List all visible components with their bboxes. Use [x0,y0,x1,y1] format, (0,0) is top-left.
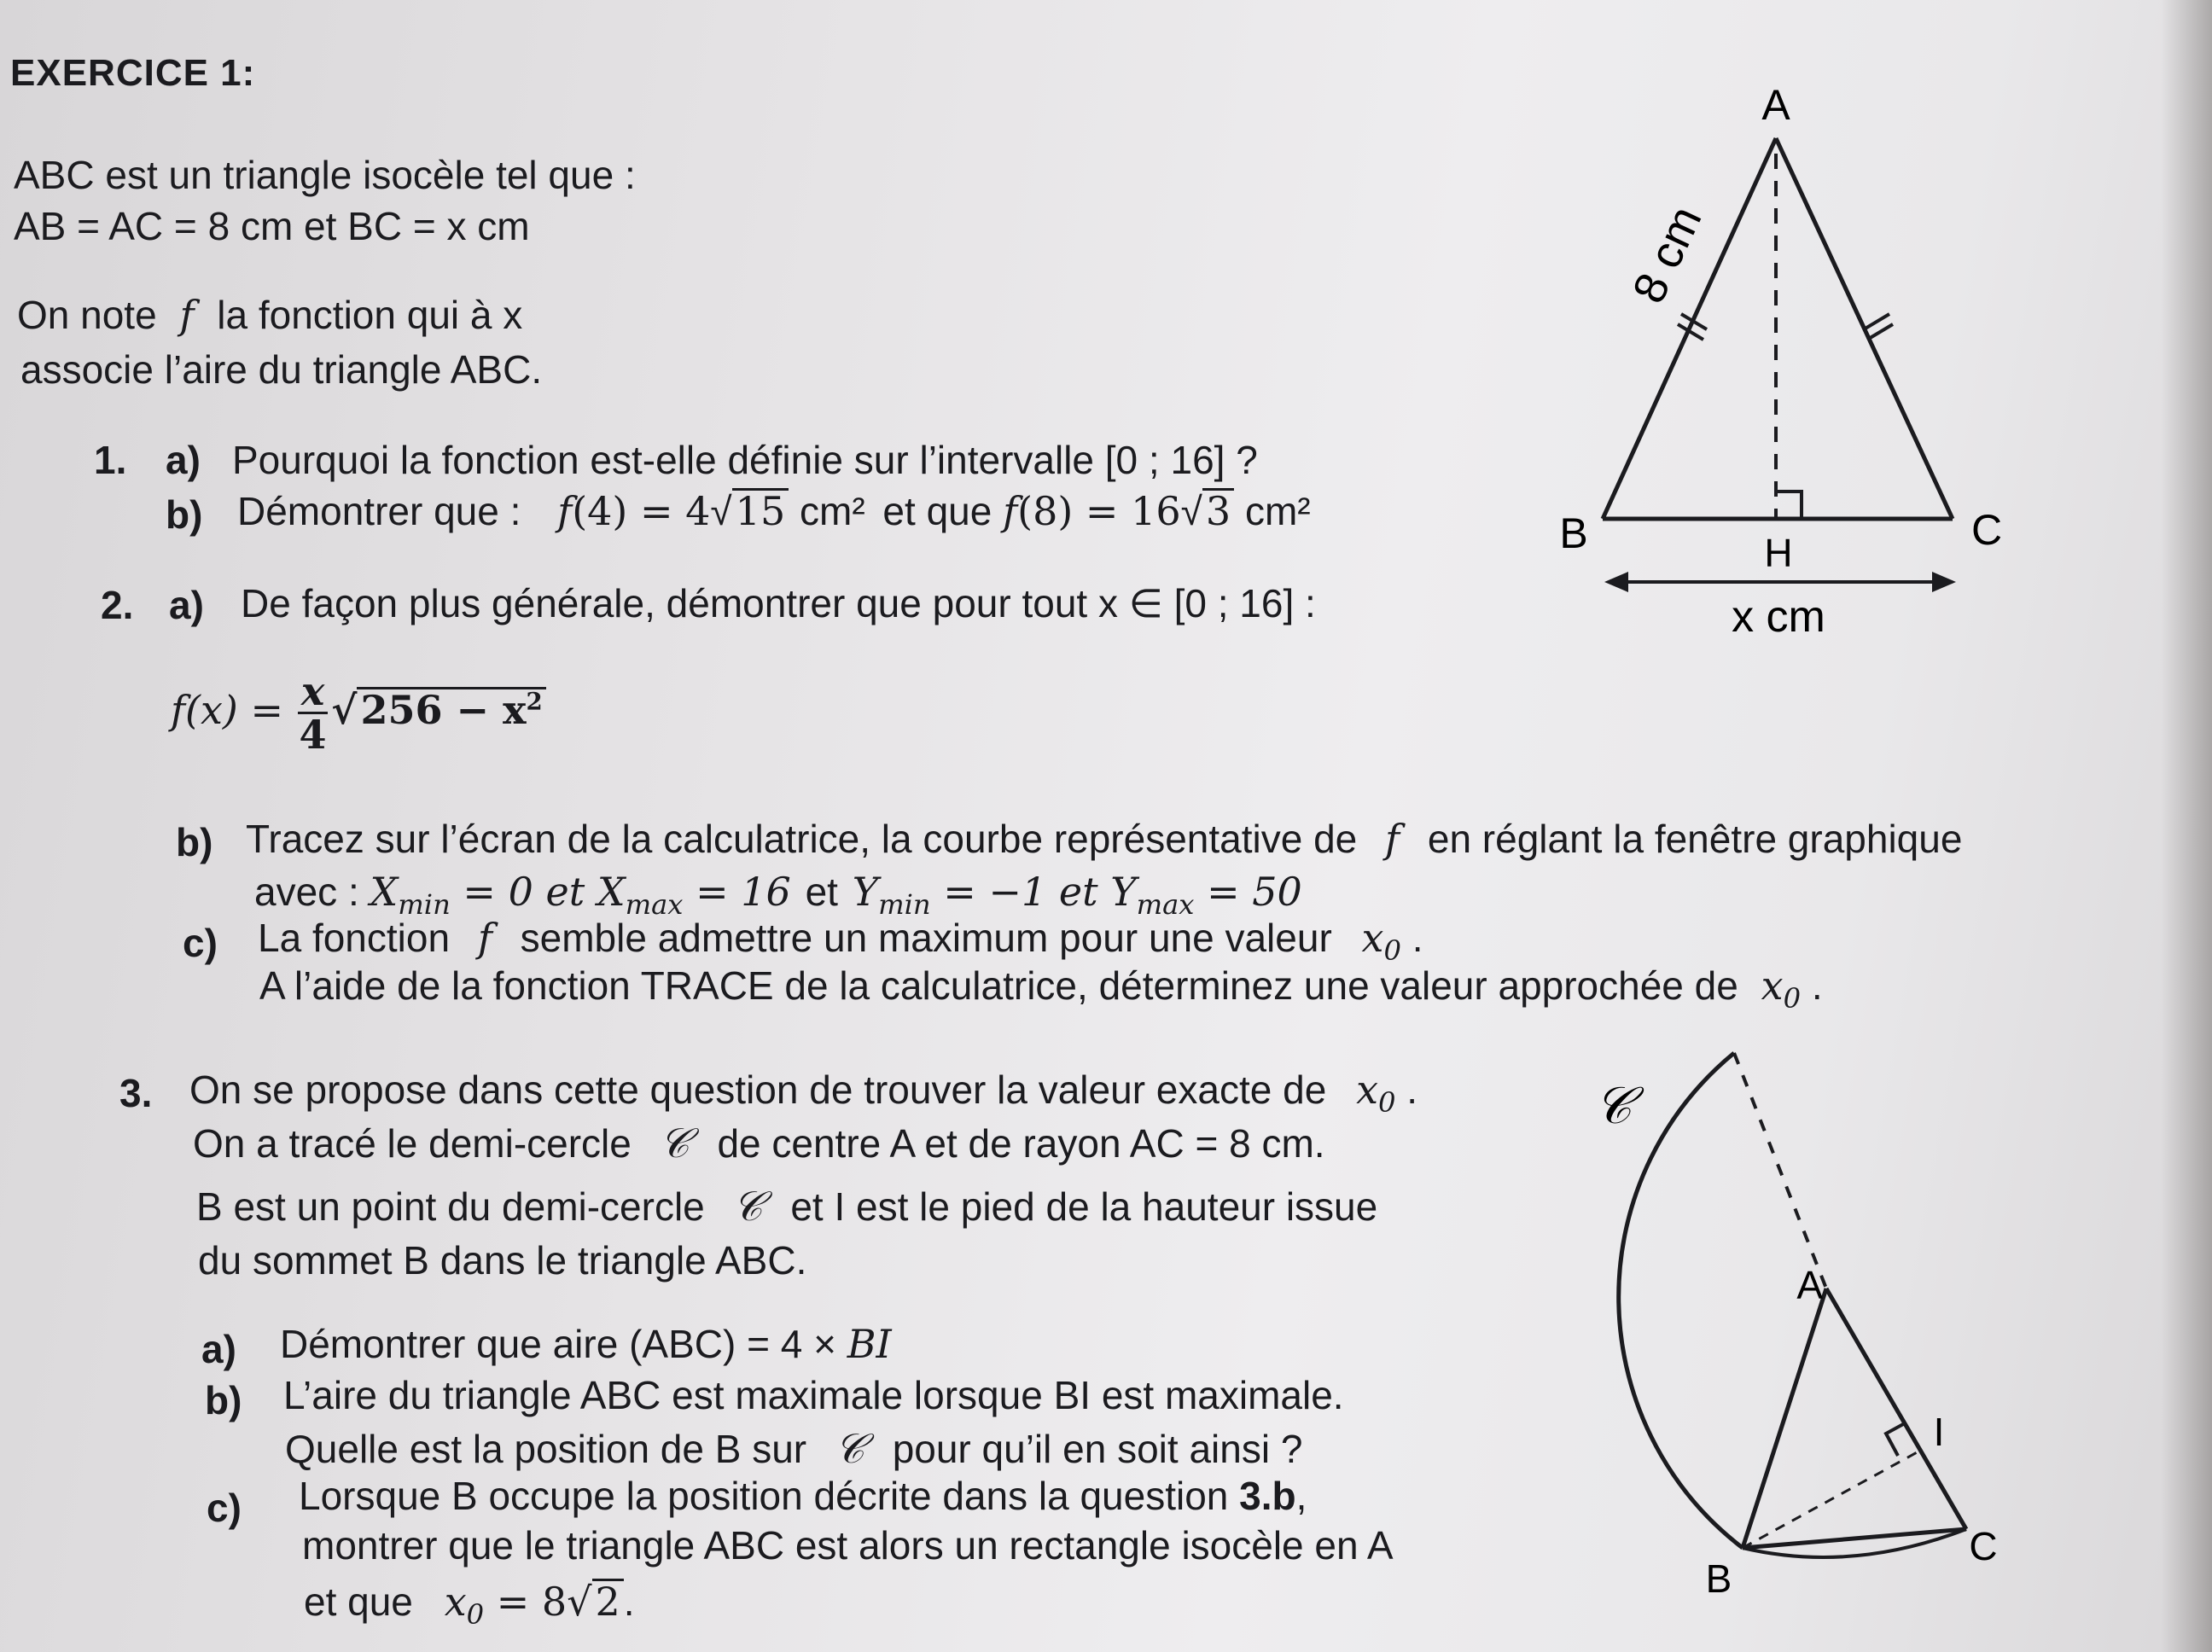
intro-line-4: associe l’aire du triangle ABC. [20,347,543,392]
q3-c-x0 [444,1579,485,1632]
q3-a-text [280,1321,892,1368]
q2-b-xmin-value: = 0 et [450,869,597,915]
q2-b-xmin-sub: min [398,888,451,922]
q2-b-xmax [597,869,791,922]
q2-c-text-1: La fonction [258,916,451,960]
q3-c-eq: = 8 [484,1579,568,1625]
q3-intro-text-3b: et I est le pied de la hauteur issue [790,1184,1378,1229]
page-edge-shadow [2161,0,2212,1652]
q2-b-xmin-letter: X [370,869,399,915]
q2-formula-lhs: f(x) = [171,686,284,733]
q2-b-ymin-letter: Y [852,869,879,915]
q2-number: 2. [101,583,134,627]
q1-b-unit-1: cm² [800,489,865,533]
intro-line-2: AB = AC = 8 cm et BC = x cm [14,204,530,248]
figure-isosceles-triangle [1519,68,2014,666]
fig1-label-a: A [1761,81,1790,129]
fig2-label-c: C [1969,1524,1998,1568]
exercise-title: EXERCICE 1: [10,52,256,94]
q2-formula-denominator: 4 [299,712,327,759]
q1-b-and: et que [882,489,992,533]
q2-b-ymin-sub: min [878,888,931,922]
q3-a-bi: BI [847,1321,892,1367]
q2-c-text-line2 [259,963,1823,1015]
q3-intro-line2 [193,1120,1325,1169]
q2-b-text-2: en réglant la fenêtre graphique [1427,817,1963,861]
fig1-label-b: B [1559,509,1588,557]
q1-b-sqrt3: 3 [1202,488,1234,532]
intro-line-1: ABC est un triangle isocèle tel que : [14,153,636,197]
q3-intro-text-1: On se propose dans cette question de trouver la valeur exacte de [189,1067,1327,1112]
q3-c-label: c) [207,1486,242,1530]
q2-c-x0-sub: 0 [1383,934,1401,968]
q1-a-label: a) [166,438,201,482]
intro-note-text: On note [17,293,157,337]
q3-c-end: . [623,1579,635,1624]
q3-x0-sub: 0 [1378,1086,1396,1120]
q3-c-text-line1 [299,1473,1307,1520]
q3-b-text-line1: L’aire du triangle ABC est maximale lorsque BI est maximale. [283,1373,1344,1417]
q1-b-f8-value: (8) = 16 [1017,488,1181,534]
fig2-label-a: A [1796,1263,1823,1307]
q3-intro-line3 [196,1183,1377,1232]
q1-b-f4-value: (4) = 4 [572,488,711,534]
q3-intro-dot: . [1406,1067,1418,1112]
q3-c-text-3a: et que [304,1579,413,1624]
q3-b-text-2a: Quelle est la position de B sur [285,1427,807,1471]
q3-c-text-line2: montrer que le triangle ABC est alors un rectangle isocèle en A [302,1523,1394,1568]
q2-a-label: a) [169,583,204,627]
q2-c-x0-b [1761,963,1802,1015]
q2-b-f-symbol: f [1385,816,1400,862]
q3-intro-text-2b: de centre A et de rayon AC = 8 cm. [717,1121,1325,1166]
q2-c-label: c) [183,921,218,965]
q3-b-label: b) [205,1378,242,1422]
q2-c-f-symbol: f [477,915,492,961]
q3-script-c-1: 𝒞 [659,1120,690,1167]
q3-intro-text-3a: B est un point du demi-cercle [196,1184,705,1229]
q2-b-text-1: Tracez sur l’écran de la calculatrice, la courbe représentative de [246,817,1358,861]
q3-intro-line4: du sommet B dans le triangle ABC. [198,1238,807,1283]
q1-a-text: Pourquoi la fonction est-elle définie sur l’intervalle [0 ; 16] ? [232,438,1258,482]
q2-a-text: De façon plus générale, démontrer que pour tout x ∈ [0 ; 16] : [241,581,1316,625]
fig1-base-arrow-left [1604,572,1628,592]
q2-b-text-line1 [246,816,1962,863]
q2-formula: f(x) = $\frac{x}{4}$ $√256 - x^2$ [171,671,546,756]
fig1-label-c: C [1970,506,2003,554]
q3-x0-letter: x [1356,1067,1379,1113]
fig2-side-bc [1743,1529,1966,1548]
fig1-label-h: H [1764,531,1793,575]
q1-number: 1. [94,438,127,482]
q1-b-label: b) [166,492,203,537]
q2-formula-radicand-text: 256 − x [360,686,527,733]
q2-c-text-line1 [258,915,1423,968]
fig2-semicircle-c [1619,1053,1743,1548]
q2-c-x0b-sub: 0 [1783,982,1802,1015]
fig2-label-script-c: 𝒞 [1594,1077,1632,1134]
intro-function-text: la fonction qui à x [217,293,523,337]
fig2-label-b: B [1705,1556,1732,1596]
q2-formula-fraction [298,668,328,759]
q2-b-xmax-letter: X [597,869,626,915]
q2-c-x0 [1361,915,1401,968]
q3-c-ref: 3.b [1239,1474,1296,1518]
q2-c-text-2: semble admettre un maximum pour une valeur [520,916,1332,960]
q2-b-ymax-letter: Y [1110,869,1137,915]
q2-formula-radicand [357,686,545,733]
fig1-side-ab [1603,138,1776,519]
intro-f-symbol: f [179,292,195,338]
q3-c-sqrt2: 2 [592,1579,624,1622]
fig2-right-angle-mark [1886,1423,1905,1456]
q2-b-avec: avec : [254,870,359,914]
q2-b-ymin [852,869,1111,922]
q2-formula-numerator: x [298,671,328,714]
q2-b-ymax [1110,869,1302,922]
fig2-diameter-dashed [1734,1053,1826,1288]
q3-number: 3. [119,1071,153,1115]
q2-formula-exponent: 2 [526,687,543,716]
q3-b-text-2b: pour qu’il en soit ainsi ? [892,1427,1303,1471]
q3-b-text-line2 [285,1425,1302,1475]
q1-b-intro: Démontrer que : [237,489,521,533]
q3-a-label: a) [201,1327,236,1371]
q3-c-x0-letter: x [444,1579,467,1625]
q2-b-ymax-value: = 50 [1194,869,1302,915]
q2-b-ymin-value: = −1 et [930,869,1111,915]
q3-c-comma: , [1295,1474,1307,1518]
q2-c-x0b-letter: x [1761,963,1784,1009]
intro-line-3 [17,292,522,339]
q3-c-x0-sub: 0 [466,1598,485,1632]
q2-b-ymax-sub: max [1136,888,1195,922]
fig2-side-ac [1826,1288,1966,1529]
q2-b-xmax-sub: max [625,888,684,922]
q3-c-text-line3: et que $x_0 = 8√2$. [304,1579,635,1632]
q1-b-text: Démontrer que : f(4) = 4√15 cm² et que f(8) = 16√3 cm² [237,488,1311,534]
q2-b-xmin [370,869,597,922]
q2-c-dot-2: . [1811,963,1823,1008]
q1-b-f-symbol-2: f [1003,488,1018,534]
q3-x0 [1356,1067,1396,1120]
q2-b-xmax-value: = 16 [683,869,791,915]
fig1-right-angle-mark [1776,492,1802,519]
q2-b-text-line2 [254,869,1302,922]
q1-b-f-symbol: f [557,488,573,534]
q2-c-dot: . [1412,916,1423,960]
q2-b-label: b) [176,820,213,864]
fig2-label-i: I [1933,1410,1945,1454]
figure-semicircle [1553,1041,2031,1596]
q3-intro-text-2a: On a tracé le demi-cercle [193,1121,632,1166]
q2-c-x0-letter: x [1361,915,1384,961]
q2-b-et: et [805,870,838,914]
q3-a-text-main: Démontrer que aire (ABC) = 4 × [280,1322,836,1366]
q3-script-c-3: 𝒞 [834,1425,864,1473]
q3-c-text-1a: Lorsque B occupe la position décrite dans la question [299,1474,1229,1518]
q1-b-sqrt15: 15 [732,488,789,532]
fig1-base-length-label: x cm [1732,592,1825,642]
q1-b-unit-2: cm² [1244,489,1311,533]
q2-c-text-3: A l’aide de la fonction TRACE de la calculatrice, déterminez une valeur approchée de [259,963,1738,1008]
fig1-base-arrow-right [1932,572,1956,592]
q3-intro-line1 [189,1067,1417,1120]
fig1-side-length-label: 8 cm [1622,198,1712,311]
q3-script-c-2: 𝒞 [732,1183,763,1230]
